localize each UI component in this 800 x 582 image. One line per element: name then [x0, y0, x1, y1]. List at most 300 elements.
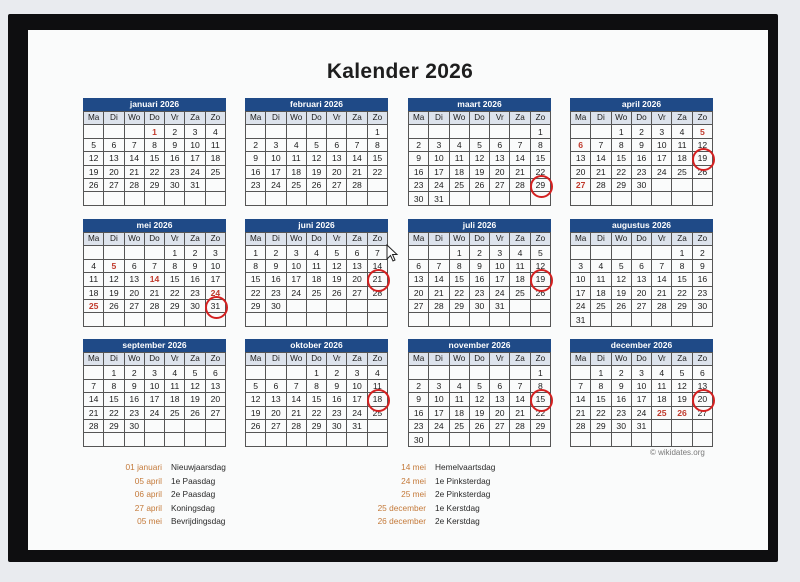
weekday-header: Ma — [409, 112, 429, 125]
day-cell: 17 — [429, 406, 449, 419]
day-cell: 5 — [469, 379, 489, 392]
day-cell: 28 — [510, 419, 530, 432]
day-cell: 2 — [409, 379, 429, 392]
empty-cell — [429, 125, 449, 138]
weekday-header: Za — [672, 233, 692, 246]
empty-cell — [591, 246, 611, 259]
day-cell: 19 — [185, 393, 205, 406]
empty-cell — [510, 433, 530, 446]
circled-day-cell: 29 — [530, 178, 550, 191]
day-cell: 10 — [490, 259, 510, 272]
day-cell: 10 — [347, 379, 367, 392]
empty-cell — [672, 192, 692, 205]
holiday-date: 25 mei — [401, 489, 426, 499]
empty-cell — [246, 433, 266, 446]
day-cell: 7 — [84, 379, 104, 392]
day-cell: 25 — [449, 419, 469, 432]
day-cell: 14 — [429, 273, 449, 286]
circled-day-cell: 19 — [530, 273, 550, 286]
weekday-header: Vr — [165, 112, 185, 125]
day-cell: 20 — [124, 286, 144, 299]
day-cell: 30 — [266, 299, 286, 312]
day-cell: 24 — [652, 165, 672, 178]
day-cell: 26 — [672, 406, 692, 419]
day-cell: 25 — [286, 178, 306, 191]
page-title: Kalender 2026 — [326, 60, 474, 83]
empty-cell — [469, 125, 489, 138]
day-cell: 28 — [591, 178, 611, 191]
weekday-header: Za — [347, 233, 367, 246]
day-cell: 14 — [286, 393, 306, 406]
day-cell: 26 — [84, 178, 104, 191]
empty-cell — [367, 299, 387, 312]
day-cell: 8 — [306, 379, 326, 392]
day-cell: 18 — [449, 165, 469, 178]
day-cell: 25 — [306, 286, 326, 299]
month-title: oktober 2026 — [245, 339, 388, 352]
empty-cell — [490, 125, 510, 138]
weekday-header: Do — [144, 353, 164, 366]
empty-cell — [185, 192, 205, 205]
day-cell: 31 — [571, 313, 591, 326]
day-cell: 24 — [185, 165, 205, 178]
empty-cell — [185, 313, 205, 326]
day-cell: 7 — [571, 379, 591, 392]
holiday-date: 01 januari — [125, 462, 162, 472]
day-cell: 6 — [104, 138, 124, 151]
weekday-header: Zo — [205, 233, 225, 246]
holiday-name: Bevrijdingsdag — [171, 516, 226, 526]
day-cell: 18 — [165, 393, 185, 406]
empty-cell — [490, 192, 510, 205]
holiday-row — [358, 515, 480, 528]
weekday-header: Vr — [327, 233, 347, 246]
day-cell: 30 — [327, 419, 347, 432]
day-cell: 11 — [367, 379, 387, 392]
weekday-header: Za — [672, 353, 692, 366]
month-calendar — [570, 98, 713, 206]
day-cell: 30 — [469, 299, 489, 312]
holiday-row — [100, 515, 225, 528]
day-cell: 8 — [611, 138, 631, 151]
day-cell: 24 — [286, 286, 306, 299]
weekday-header: Di — [104, 233, 124, 246]
holiday-name: 1e Paasdag — [171, 475, 216, 486]
empty-cell — [84, 433, 104, 446]
month-title: maart 2026 — [408, 98, 551, 111]
day-cell: 5 — [327, 246, 347, 259]
empty-cell — [510, 313, 530, 326]
day-cell: 19 — [306, 165, 326, 178]
day-cell: 27 — [205, 406, 225, 419]
weekday-header: Wo — [449, 112, 469, 125]
day-cell: 17 — [266, 165, 286, 178]
empty-cell — [367, 433, 387, 446]
day-cell: 14 — [510, 152, 530, 165]
empty-cell — [692, 313, 712, 326]
day-cell: 11 — [84, 273, 104, 286]
day-cell: 21 — [84, 406, 104, 419]
weekday-header: Do — [469, 353, 489, 366]
day-cell: 9 — [409, 152, 429, 165]
weekday-header: Wo — [286, 233, 306, 246]
day-cell: 23 — [165, 165, 185, 178]
day-cell: 16 — [266, 273, 286, 286]
weekday-header: Za — [347, 353, 367, 366]
day-cell: 24 — [429, 178, 449, 191]
month-calendar — [83, 98, 226, 206]
day-cell: 17 — [652, 152, 672, 165]
day-cell: 18 — [672, 152, 692, 165]
day-cell: 3 — [347, 366, 367, 379]
empty-cell — [165, 419, 185, 432]
weekday-header: Ma — [246, 112, 266, 125]
weekday-header: Di — [591, 353, 611, 366]
month-title: april 2026 — [570, 98, 713, 111]
day-cell: 31 — [631, 419, 651, 432]
weekday-header: Ma — [246, 353, 266, 366]
empty-cell — [367, 178, 387, 191]
empty-cell — [652, 419, 672, 432]
day-cell: 3 — [490, 246, 510, 259]
weekday-header: Za — [185, 353, 205, 366]
empty-cell — [469, 192, 489, 205]
day-cell: 9 — [409, 393, 429, 406]
day-cell: 2 — [327, 366, 347, 379]
day-cell: 25 — [205, 165, 225, 178]
day-cell: 23 — [692, 286, 712, 299]
empty-cell — [409, 246, 429, 259]
empty-cell — [144, 192, 164, 205]
day-cell: 10 — [571, 273, 591, 286]
weekday-header: Wo — [124, 353, 144, 366]
day-cell: 12 — [611, 273, 631, 286]
day-cell: 24 — [490, 286, 510, 299]
holiday-date: 24 mei — [401, 475, 426, 486]
day-cell: 2 — [409, 138, 429, 151]
empty-cell — [469, 433, 489, 446]
day-cell: 29 — [672, 299, 692, 312]
day-cell: 8 — [367, 138, 387, 151]
empty-cell — [449, 125, 469, 138]
weekday-header: Vr — [652, 112, 672, 125]
day-cell: 1 — [165, 246, 185, 259]
month-table — [83, 111, 226, 206]
empty-cell — [84, 246, 104, 259]
day-cell: 5 — [104, 259, 124, 272]
day-cell: 28 — [429, 299, 449, 312]
day-cell: 17 — [347, 393, 367, 406]
day-cell: 1 — [591, 366, 611, 379]
weekday-header: Zo — [530, 233, 550, 246]
day-cell: 27 — [104, 178, 124, 191]
day-cell: 28 — [367, 286, 387, 299]
day-cell: 7 — [286, 379, 306, 392]
day-cell: 23 — [327, 406, 347, 419]
empty-cell — [327, 433, 347, 446]
day-cell: 24 — [631, 406, 651, 419]
day-cell: 29 — [449, 299, 469, 312]
empty-cell — [652, 246, 672, 259]
empty-cell — [530, 313, 550, 326]
empty-cell — [571, 246, 591, 259]
weekday-header: Vr — [327, 353, 347, 366]
day-cell: 30 — [165, 178, 185, 191]
empty-cell — [631, 246, 651, 259]
day-cell: 14 — [367, 259, 387, 272]
empty-cell — [530, 299, 550, 312]
month-table — [408, 111, 551, 206]
month-calendar — [408, 98, 551, 206]
empty-cell — [104, 192, 124, 205]
day-cell: 27 — [124, 299, 144, 312]
weekday-header: Di — [429, 112, 449, 125]
day-cell: 15 — [591, 393, 611, 406]
day-cell: 22 — [306, 406, 326, 419]
day-cell: 12 — [530, 259, 550, 272]
empty-cell — [205, 192, 225, 205]
empty-cell — [692, 192, 712, 205]
month-title: september 2026 — [83, 339, 226, 352]
day-cell: 17 — [286, 273, 306, 286]
day-cell: 12 — [672, 379, 692, 392]
day-cell: 11 — [591, 273, 611, 286]
empty-cell — [84, 366, 104, 379]
weekday-header: Za — [185, 233, 205, 246]
day-cell: 28 — [571, 419, 591, 432]
empty-cell — [246, 313, 266, 326]
day-cell: 4 — [205, 125, 225, 138]
circled-day-cell: 15 — [530, 393, 550, 406]
empty-cell — [185, 433, 205, 446]
day-cell: 15 — [165, 273, 185, 286]
empty-cell — [306, 313, 326, 326]
month-table — [83, 352, 226, 447]
day-cell: 3 — [144, 366, 164, 379]
empty-cell — [571, 366, 591, 379]
day-cell: 3 — [205, 246, 225, 259]
empty-cell — [490, 433, 510, 446]
empty-cell — [286, 125, 306, 138]
month-table — [245, 232, 388, 327]
day-cell: 14 — [571, 393, 591, 406]
day-cell: 3 — [286, 246, 306, 259]
day-cell: 8 — [246, 259, 266, 272]
empty-cell — [571, 433, 591, 446]
day-cell: 11 — [449, 393, 469, 406]
day-cell: 26 — [530, 286, 550, 299]
day-cell: 12 — [469, 393, 489, 406]
day-cell: 20 — [266, 406, 286, 419]
empty-cell — [611, 192, 631, 205]
day-cell: 5 — [692, 125, 712, 138]
day-cell: 5 — [611, 259, 631, 272]
empty-cell — [347, 313, 367, 326]
weekday-header: Za — [347, 112, 367, 125]
day-cell: 7 — [124, 138, 144, 151]
mouse-pointer-icon — [386, 244, 400, 264]
empty-cell — [205, 419, 225, 432]
weekday-header: Za — [510, 233, 530, 246]
day-cell: 18 — [591, 286, 611, 299]
holiday-date: 26 december — [377, 516, 426, 526]
empty-cell — [530, 433, 550, 446]
day-cell: 14 — [124, 152, 144, 165]
empty-cell — [104, 125, 124, 138]
holiday-name: Nieuwjaarsdag — [171, 462, 226, 472]
day-cell: 9 — [185, 259, 205, 272]
day-cell: 15 — [449, 273, 469, 286]
weekday-header: Do — [144, 112, 164, 125]
empty-cell — [306, 125, 326, 138]
day-cell: 29 — [611, 178, 631, 191]
day-cell: 4 — [84, 259, 104, 272]
day-cell: 11 — [286, 152, 306, 165]
empty-cell — [84, 313, 104, 326]
day-cell: 8 — [591, 379, 611, 392]
day-cell: 10 — [429, 393, 449, 406]
day-cell: 12 — [692, 138, 712, 151]
day-cell: 8 — [165, 259, 185, 272]
day-cell: 3 — [266, 138, 286, 151]
day-cell: 27 — [347, 286, 367, 299]
day-cell: 12 — [84, 152, 104, 165]
empty-cell — [205, 178, 225, 191]
day-cell: 24 — [266, 178, 286, 191]
empty-cell — [306, 192, 326, 205]
day-cell: 30 — [185, 299, 205, 312]
day-cell: 23 — [409, 178, 429, 191]
holiday-date: 06 april — [134, 489, 162, 499]
weekday-header: Do — [306, 233, 326, 246]
day-cell: 26 — [469, 178, 489, 191]
weekday-header: Di — [591, 112, 611, 125]
day-cell: 13 — [347, 259, 367, 272]
day-cell: 4 — [286, 138, 306, 151]
day-cell: 9 — [124, 379, 144, 392]
day-cell: 26 — [327, 286, 347, 299]
month-title: augustus 2026 — [570, 219, 713, 232]
day-cell: 23 — [124, 406, 144, 419]
empty-cell — [449, 366, 469, 379]
empty-cell — [205, 433, 225, 446]
empty-cell — [124, 246, 144, 259]
day-cell: 14 — [144, 273, 164, 286]
day-cell: 31 — [429, 192, 449, 205]
weekday-header: Di — [266, 353, 286, 366]
day-cell: 2 — [124, 366, 144, 379]
empty-cell — [449, 433, 469, 446]
day-cell: 21 — [510, 165, 530, 178]
weekday-header: Zo — [692, 112, 712, 125]
empty-cell — [144, 433, 164, 446]
day-cell: 24 — [429, 419, 449, 432]
day-cell: 1 — [530, 125, 550, 138]
empty-cell — [84, 192, 104, 205]
day-cell: 23 — [266, 286, 286, 299]
day-cell: 23 — [631, 165, 651, 178]
day-cell: 21 — [124, 165, 144, 178]
day-cell: 16 — [327, 393, 347, 406]
empty-cell — [144, 246, 164, 259]
empty-cell — [104, 433, 124, 446]
day-cell: 28 — [124, 178, 144, 191]
day-cell: 16 — [611, 393, 631, 406]
day-cell: 16 — [469, 273, 489, 286]
empty-cell — [104, 313, 124, 326]
day-cell: 23 — [611, 406, 631, 419]
day-cell: 1 — [530, 366, 550, 379]
month-calendar — [570, 219, 713, 327]
day-cell: 10 — [185, 138, 205, 151]
empty-cell — [266, 125, 286, 138]
weekday-header: Do — [631, 112, 651, 125]
day-cell: 26 — [692, 165, 712, 178]
holiday-date: 14 mei — [401, 462, 426, 472]
weekday-header: Wo — [449, 353, 469, 366]
day-cell: 6 — [409, 259, 429, 272]
day-cell: 24 — [571, 299, 591, 312]
day-cell: 26 — [306, 178, 326, 191]
day-cell: 11 — [510, 259, 530, 272]
day-cell: 2 — [631, 125, 651, 138]
month-title: november 2026 — [408, 339, 551, 352]
day-cell: 18 — [652, 393, 672, 406]
empty-cell — [652, 192, 672, 205]
day-cell: 1 — [306, 366, 326, 379]
day-cell: 15 — [144, 152, 164, 165]
day-cell: 13 — [327, 152, 347, 165]
day-cell: 6 — [692, 366, 712, 379]
weekday-header: Za — [510, 353, 530, 366]
empty-cell — [347, 192, 367, 205]
day-cell: 7 — [429, 259, 449, 272]
weekday-header: Ma — [571, 353, 591, 366]
empty-cell — [429, 313, 449, 326]
empty-cell — [449, 313, 469, 326]
day-cell: 7 — [367, 246, 387, 259]
empty-cell — [672, 313, 692, 326]
day-cell: 21 — [571, 406, 591, 419]
day-cell: 8 — [104, 379, 124, 392]
day-cell: 13 — [692, 379, 712, 392]
weekday-header: Vr — [490, 353, 510, 366]
month-title: februari 2026 — [245, 98, 388, 111]
month-title: december 2026 — [570, 339, 713, 352]
weekday-header: Do — [306, 353, 326, 366]
day-cell: 14 — [84, 393, 104, 406]
month-table — [83, 232, 226, 327]
day-cell: 28 — [144, 299, 164, 312]
day-cell: 7 — [347, 138, 367, 151]
day-cell: 19 — [469, 406, 489, 419]
empty-cell — [124, 125, 144, 138]
day-cell: 31 — [347, 419, 367, 432]
month-title: mei 2026 — [83, 219, 226, 232]
day-cell: 25 — [672, 165, 692, 178]
day-cell: 5 — [306, 138, 326, 151]
empty-cell — [306, 299, 326, 312]
month-title: juni 2026 — [245, 219, 388, 232]
month-table — [408, 232, 551, 327]
empty-cell — [692, 178, 712, 191]
weekday-header: Di — [266, 112, 286, 125]
holiday-date: 27 april — [134, 502, 162, 513]
day-cell: 30 — [124, 419, 144, 432]
day-cell: 11 — [306, 259, 326, 272]
day-cell: 18 — [306, 273, 326, 286]
day-cell: 21 — [429, 286, 449, 299]
